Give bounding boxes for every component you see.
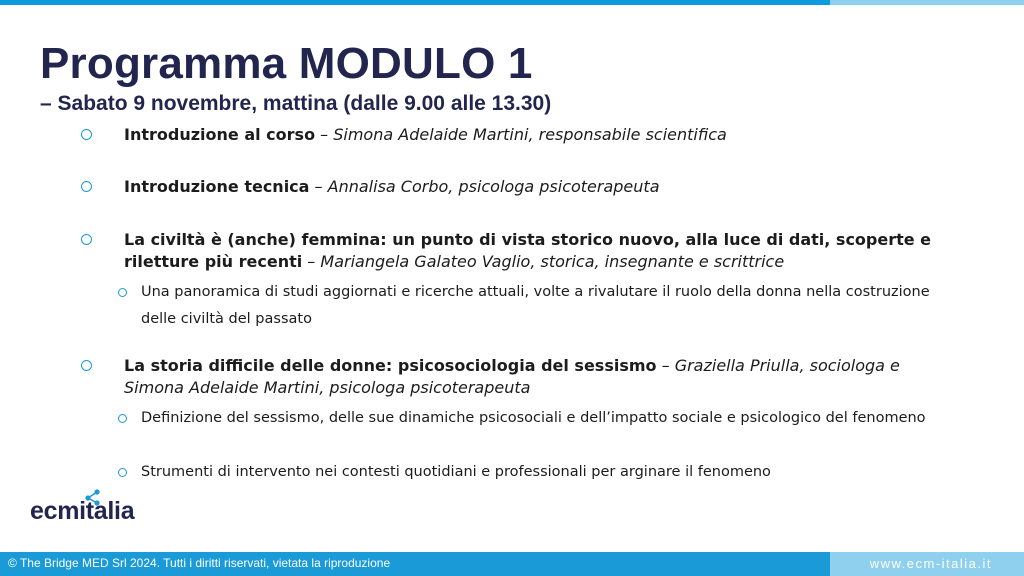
slide-title: Programma MODULO 1: [40, 39, 533, 88]
item-separator: –: [656, 356, 675, 375]
footer-copyright: © The Bridge MED Srl 2024. Tutti i diritti riservati, vietata la riproduzione: [0, 552, 830, 576]
sub-bullet-circle-icon: [118, 414, 127, 423]
program-subitem: [141, 405, 931, 432]
footer-website: www.ecm-italia.it: [830, 552, 1024, 576]
item-separator: –: [302, 252, 321, 271]
top-accent-bar: [0, 0, 1024, 5]
program-item-sexism: [124, 355, 939, 399]
subitem-text: Strumenti di intervento nei contesti quotidiani e professionali per arginare il fenomeno: [141, 464, 771, 480]
item-separator: –: [309, 177, 328, 196]
slide-subtitle: – Sabato 9 novembre, mattina (dalle 9.00 alle 13.30): [40, 92, 552, 115]
item-topic: Introduzione al corso: [124, 125, 316, 144]
top-accent-bar-dark: [0, 0, 830, 5]
item-speaker: Annalisa Corbo, psicologa psicoterapeuta: [327, 177, 660, 196]
bullet-circle-icon: [81, 360, 92, 371]
top-accent-bar-light: [830, 0, 1024, 5]
item-speaker: Mariangela Galateo Vaglio, storica, insegnante e scrittrice: [320, 252, 785, 271]
subitem-text: Definizione del sessismo, delle sue dinamiche psicosociali e dell’impatto sociale e psicologico del fenomeno: [141, 410, 926, 426]
bullet-circle-icon: [81, 129, 92, 140]
bullet-circle-icon: [81, 181, 92, 192]
subitem-text: Una panoramica di studi aggiornati e ricerche attuali, volte a rivalutare il ruolo della donna nella costruzione delle civiltà del passato: [141, 284, 930, 327]
item-topic: La storia difficile delle donne: psicosociologia del sessismo: [124, 356, 657, 375]
program-subitem: [141, 459, 931, 486]
program-subitem: [141, 279, 931, 333]
item-speaker: Simona Adelaide Martini, responsabile scientifica: [333, 125, 727, 144]
bullet-circle-icon: [81, 234, 92, 245]
brand-logo: ecmitalia: [30, 497, 135, 525]
item-speaker: Graziella Priulla, sociologa e Simona Adelaide Martini, psicologa psicoterapeuta: [124, 356, 900, 397]
sub-bullet-circle-icon: [118, 468, 127, 477]
sub-bullet-circle-icon: [118, 288, 127, 297]
program-item-intro-technical: [124, 176, 939, 198]
program-item-intro-course: [124, 124, 939, 146]
item-separator: –: [315, 125, 334, 144]
item-topic: Introduzione tecnica: [124, 177, 310, 196]
item-topic: La civiltà è (anche) femmina: un punto di vista storico nuovo, alla luce di dati, scoperte e riletture più recenti: [124, 230, 932, 271]
program-item-civilization: [124, 229, 939, 273]
